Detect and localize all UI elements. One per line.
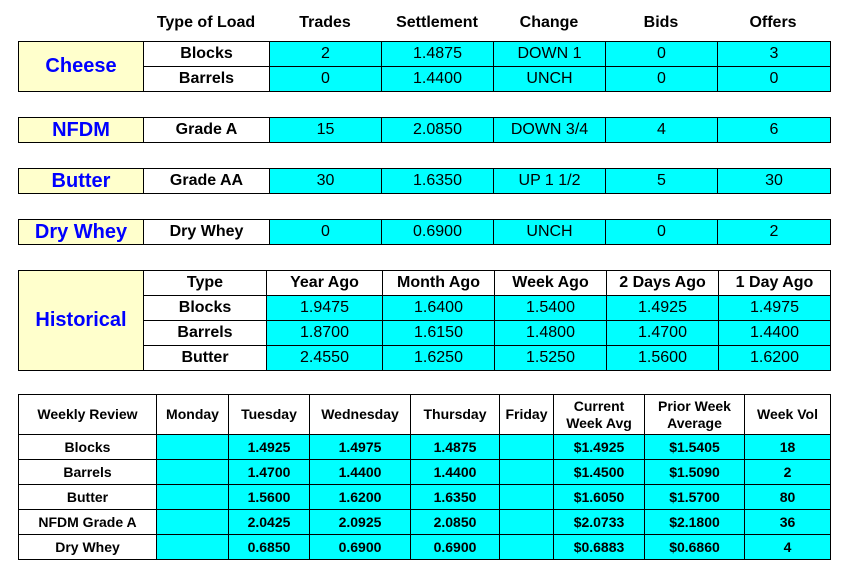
dry-whey-offers: 2 bbox=[718, 220, 831, 245]
weekly-cell bbox=[157, 535, 229, 560]
weekly-header-monday: Monday bbox=[157, 395, 229, 435]
historical-row-type: Barrels bbox=[144, 321, 267, 346]
weekly-cell: 1.4975 bbox=[310, 435, 411, 460]
historical-cell: 1.5400 bbox=[495, 296, 607, 321]
weekly-header-review: Weekly Review bbox=[19, 395, 157, 435]
historical-cell: 1.6250 bbox=[383, 346, 495, 371]
weekly-cell bbox=[157, 510, 229, 535]
weekly-cell: 1.4875 bbox=[411, 435, 500, 460]
weekly-cell: 1.4400 bbox=[310, 460, 411, 485]
dry-whey-table bbox=[18, 219, 831, 245]
nfdm-label: NFDM bbox=[19, 118, 144, 143]
nfdm-offers: 6 bbox=[718, 118, 831, 143]
weekly-header-prior-week-average: Prior Week Average bbox=[645, 395, 745, 435]
cheese-barrels-settlement: 1.4400 bbox=[382, 67, 494, 92]
weekly-header-tuesday: Tuesday bbox=[229, 395, 310, 435]
weekly-cell: $2.0733 bbox=[554, 510, 645, 535]
cheese-barrels-type: Barrels bbox=[144, 67, 270, 92]
weekly-cell: $1.4925 bbox=[554, 435, 645, 460]
dry-whey-type: Dry Whey bbox=[144, 220, 270, 245]
cheese-blocks-type: Blocks bbox=[144, 42, 270, 67]
weekly-cell: $1.5090 bbox=[645, 460, 745, 485]
historical-cell: 2.4550 bbox=[267, 346, 383, 371]
weekly-cell: 1.4700 bbox=[229, 460, 310, 485]
weekly-cell: $2.1800 bbox=[645, 510, 745, 535]
historical-cell: 1.4800 bbox=[495, 321, 607, 346]
weekly-review-table bbox=[18, 394, 831, 560]
weekly-row-label: Blocks bbox=[19, 435, 157, 460]
historical-header-year-ago: Year Ago bbox=[267, 271, 383, 296]
weekly-cell: 0.6900 bbox=[411, 535, 500, 560]
historical-cell: 1.4400 bbox=[719, 321, 831, 346]
dry-whey-label: Dry Whey bbox=[19, 220, 144, 245]
weekly-row-label: NFDM Grade A bbox=[19, 510, 157, 535]
header-change: Change bbox=[519, 14, 579, 31]
cheese-blocks-bids: 0 bbox=[606, 42, 718, 67]
weekly-row-label: Dry Whey bbox=[19, 535, 157, 560]
nfdm-table bbox=[18, 117, 831, 143]
weekly-cell: 1.6350 bbox=[411, 485, 500, 510]
cheese-barrels-offers: 0 bbox=[718, 67, 831, 92]
weekly-cell bbox=[500, 510, 554, 535]
nfdm-bids: 4 bbox=[606, 118, 718, 143]
weekly-cell: 0.6850 bbox=[229, 535, 310, 560]
weekly-cell bbox=[157, 435, 229, 460]
weekly-cell: 4 bbox=[745, 535, 831, 560]
header-settlement: Settlement bbox=[396, 14, 478, 31]
weekly-cell bbox=[500, 435, 554, 460]
historical-row-type: Butter bbox=[144, 346, 267, 371]
weekly-row-label: Barrels bbox=[19, 460, 157, 485]
weekly-cell: 0.6900 bbox=[310, 535, 411, 560]
weekly-cell: 80 bbox=[745, 485, 831, 510]
weekly-cell bbox=[500, 485, 554, 510]
historical-cell: 1.4975 bbox=[719, 296, 831, 321]
weekly-header-current-week-avg: Current Week Avg bbox=[554, 395, 645, 435]
butter-trades: 30 bbox=[270, 169, 382, 194]
cheese-barrels-trades: 0 bbox=[270, 67, 382, 92]
header-offers: Offers bbox=[749, 14, 797, 31]
dry-whey-bids: 0 bbox=[606, 220, 718, 245]
historical-label: Historical bbox=[19, 271, 144, 371]
nfdm-change: DOWN 3/4 bbox=[494, 118, 606, 143]
butter-table bbox=[18, 168, 831, 194]
weekly-header-week-vol: Week Vol bbox=[745, 395, 831, 435]
weekly-cell: 1.4400 bbox=[411, 460, 500, 485]
butter-label: Butter bbox=[19, 169, 144, 194]
historical-cell: 1.9475 bbox=[267, 296, 383, 321]
weekly-header-thursday: Thursday bbox=[411, 395, 500, 435]
weekly-cell bbox=[157, 460, 229, 485]
nfdm-type: Grade A bbox=[144, 118, 270, 143]
weekly-cell: $0.6860 bbox=[645, 535, 745, 560]
historical-cell: 1.5600 bbox=[607, 346, 719, 371]
historical-cell: 1.4700 bbox=[607, 321, 719, 346]
weekly-cell: 2.0425 bbox=[229, 510, 310, 535]
historical-header-type: Type bbox=[144, 271, 267, 296]
header-type-of-load: Type of Load bbox=[156, 14, 256, 31]
historical-header-1-day-ago: 1 Day Ago bbox=[719, 271, 831, 296]
cheese-table bbox=[18, 41, 831, 92]
weekly-cell: $1.5700 bbox=[645, 485, 745, 510]
historical-cell: 1.4925 bbox=[607, 296, 719, 321]
historical-row-type: Blocks bbox=[144, 296, 267, 321]
weekly-header-wednesday: Wednesday bbox=[310, 395, 411, 435]
historical-table bbox=[18, 270, 831, 371]
weekly-cell: 1.4925 bbox=[229, 435, 310, 460]
historical-cell: 1.6200 bbox=[719, 346, 831, 371]
historical-header-week-ago: Week Ago bbox=[495, 271, 607, 296]
weekly-header-friday: Friday bbox=[500, 395, 554, 435]
cheese-blocks-change: DOWN 1 bbox=[494, 42, 606, 67]
weekly-cell: 2.0925 bbox=[310, 510, 411, 535]
cheese-blocks-trades: 2 bbox=[270, 42, 382, 67]
weekly-cell: 1.6200 bbox=[310, 485, 411, 510]
weekly-cell: 2.0850 bbox=[411, 510, 500, 535]
cheese-barrels-change: UNCH bbox=[494, 67, 606, 92]
weekly-cell: $1.4500 bbox=[554, 460, 645, 485]
butter-settlement: 1.6350 bbox=[382, 169, 494, 194]
nfdm-settlement: 2.0850 bbox=[382, 118, 494, 143]
butter-change: UP 1 1/2 bbox=[494, 169, 606, 194]
dry-whey-change: UNCH bbox=[494, 220, 606, 245]
weekly-cell: $1.5405 bbox=[645, 435, 745, 460]
dry-whey-settlement: 0.6900 bbox=[382, 220, 494, 245]
historical-cell: 1.6150 bbox=[383, 321, 495, 346]
weekly-cell: 36 bbox=[745, 510, 831, 535]
weekly-row-label: Butter bbox=[19, 485, 157, 510]
header-bids: Bids bbox=[643, 14, 679, 31]
weekly-cell: 18 bbox=[745, 435, 831, 460]
weekly-cell bbox=[500, 460, 554, 485]
nfdm-trades: 15 bbox=[270, 118, 382, 143]
header-trades: Trades bbox=[299, 14, 351, 31]
dry-whey-trades: 0 bbox=[270, 220, 382, 245]
weekly-cell: $1.6050 bbox=[554, 485, 645, 510]
weekly-cell: 1.5600 bbox=[229, 485, 310, 510]
butter-bids: 5 bbox=[606, 169, 718, 194]
historical-cell: 1.6400 bbox=[383, 296, 495, 321]
weekly-cell bbox=[157, 485, 229, 510]
historical-header-month-ago: Month Ago bbox=[383, 271, 495, 296]
weekly-cell: 2 bbox=[745, 460, 831, 485]
butter-type: Grade AA bbox=[144, 169, 270, 194]
cheese-barrels-bids: 0 bbox=[606, 67, 718, 92]
historical-header-2-days-ago: 2 Days Ago bbox=[607, 271, 719, 296]
weekly-cell: $0.6883 bbox=[554, 535, 645, 560]
weekly-cell bbox=[500, 535, 554, 560]
cheese-label: Cheese bbox=[19, 42, 144, 92]
historical-cell: 1.8700 bbox=[267, 321, 383, 346]
butter-offers: 30 bbox=[718, 169, 831, 194]
historical-cell: 1.5250 bbox=[495, 346, 607, 371]
cheese-blocks-settlement: 1.4875 bbox=[382, 42, 494, 67]
cheese-blocks-offers: 3 bbox=[718, 42, 831, 67]
